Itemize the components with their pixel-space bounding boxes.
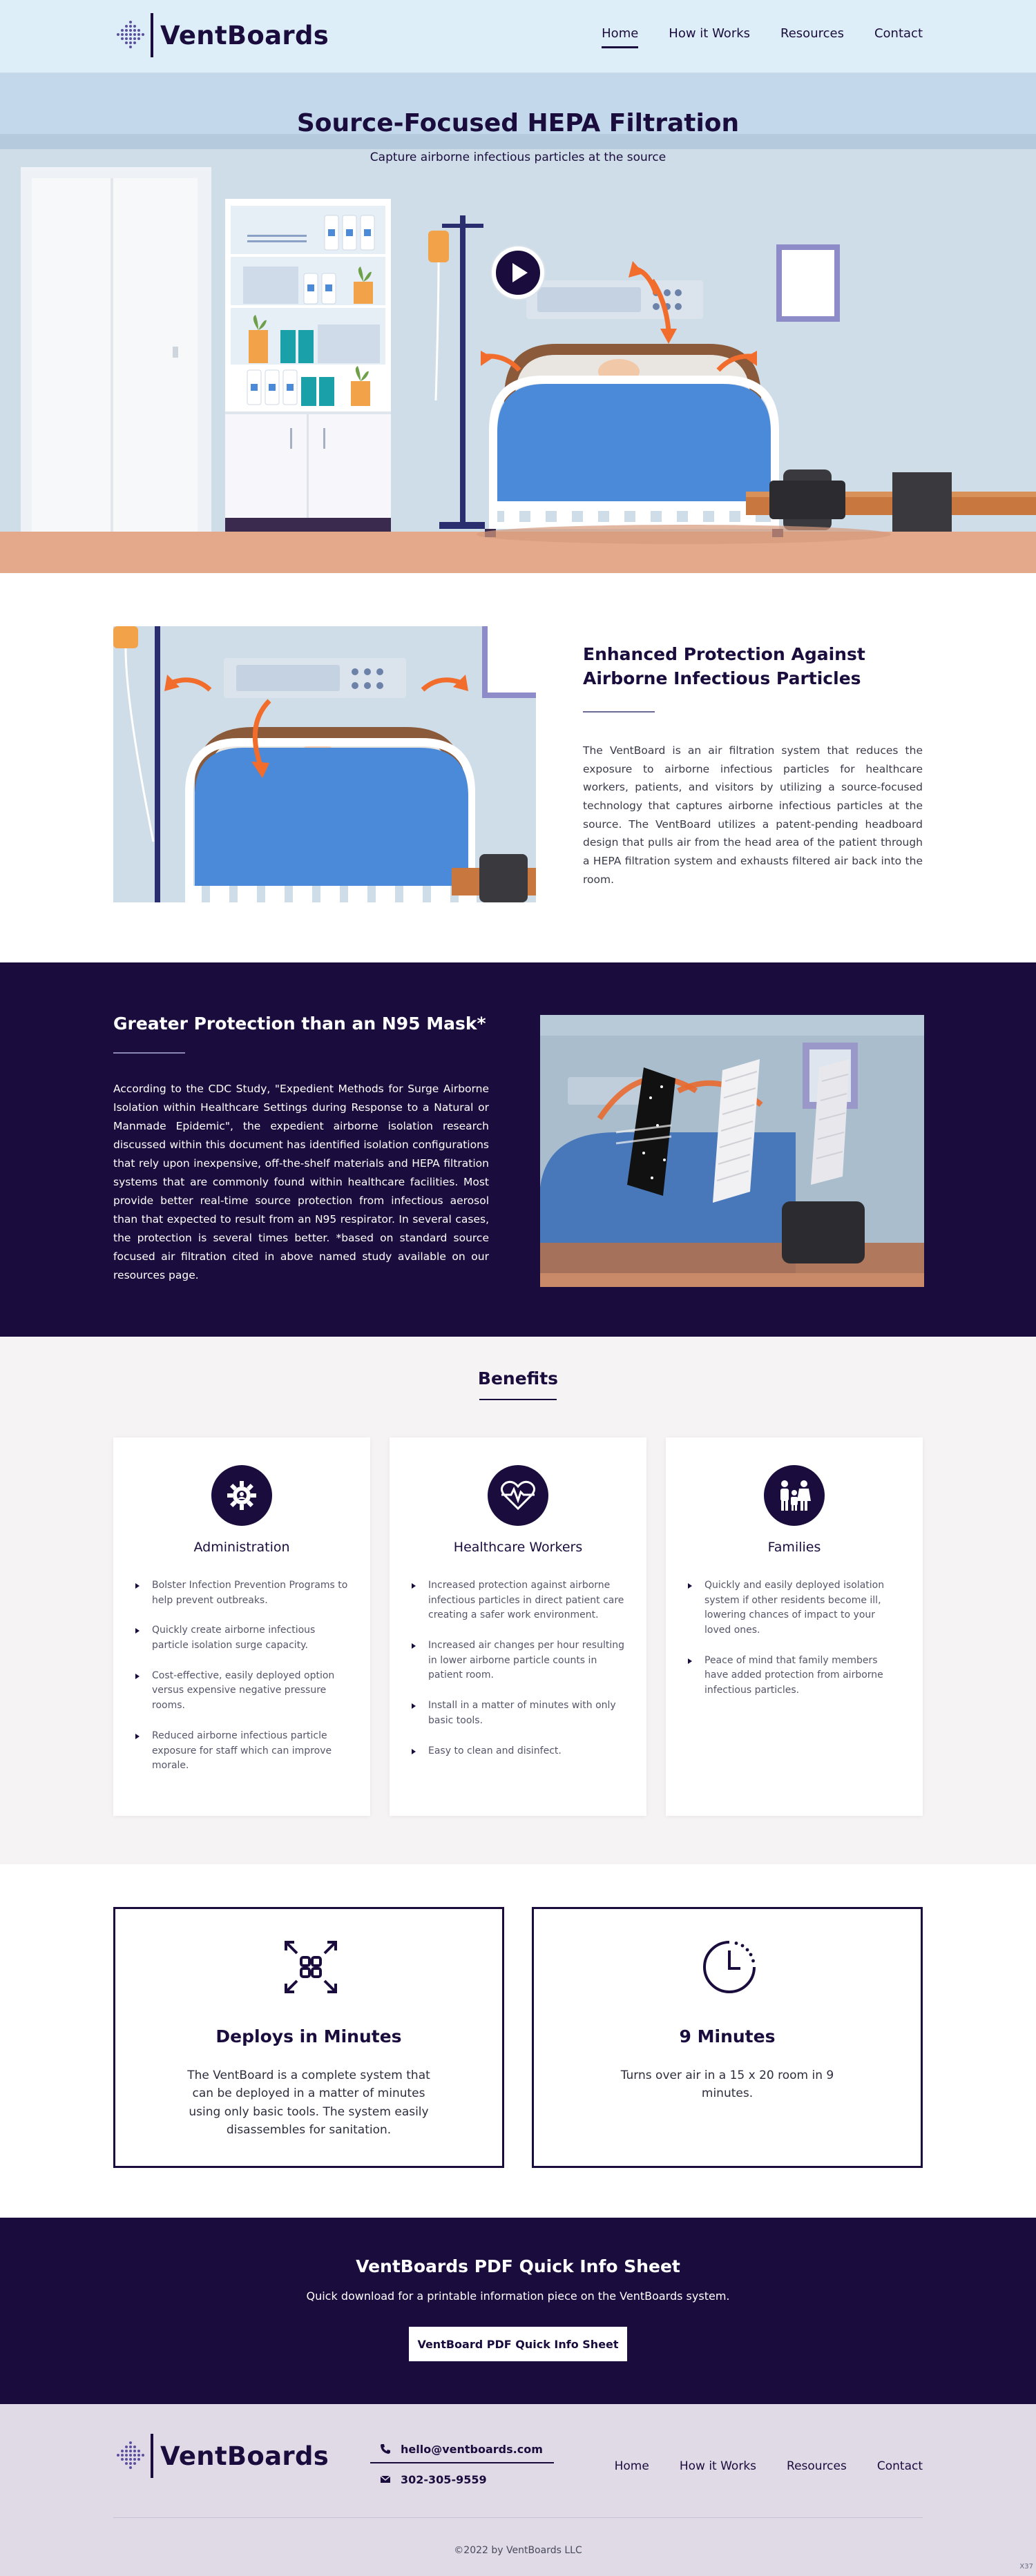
contact-divider <box>370 2462 554 2463</box>
footer-nav-home[interactable]: Home <box>614 2459 649 2473</box>
benefit-card-healthcare-workers <box>390 1437 646 1816</box>
cta-title: VentBoards PDF Quick Info Sheet <box>356 2256 680 2276</box>
logo[interactable] <box>115 12 329 58</box>
nav-contact[interactable]: Contact <box>874 26 923 41</box>
benefits-title: Benefits <box>477 1368 559 1388</box>
site-footer <box>0 2404 1036 2576</box>
n95-body: According to the CDC Study, "Expedient Methods for Surge Airborne Isolation within Healthcare Settings during Response to a Natural or Manmade Epidemic", the expedient airborne isolation research discussed within this document has identified isolation configurations that rely upon inexpensive, off-the-shelf materials and HEPA filtration systems that are commonly found within healthcare facilities. Most provide better real-time source protection from infectious aerosol than that expected to result from an N95 respirator. In several cases, the protection is several times better. *based on standard source focused air filtration cited in above named study available on our resources page. <box>113 1083 489 1281</box>
page-tag: X37 <box>1019 2563 1033 2570</box>
hero-section <box>0 73 1036 573</box>
gear-icon <box>211 1465 272 1526</box>
n95-section <box>0 962 1036 1337</box>
title-underline <box>479 1399 557 1400</box>
card-title: Administration <box>193 1540 290 1555</box>
stat-card-minutes <box>532 1907 923 2168</box>
main-nav <box>602 26 923 48</box>
n95-title: Greater Protection than an N95 Mask* <box>113 1014 486 1034</box>
filter-layers-image <box>540 1015 924 1287</box>
list-item: Bolster Infection Prevention Programs to help prevent outbreaks. <box>135 1578 349 1608</box>
footer-nav-resources[interactable]: Resources <box>787 2459 847 2473</box>
protection-body: The VentBoard is an air filtration system that reduces the exposure to airborne infectious particles for healthcare workers, patients, and visitors by utilizing a source-focused technology that captures airborne infectious particles at the source. The VentBoard utilizes a patent-pending headboard design that pulls air from the head area of the patient through a HEPA filtration system and exhausts filtered air back into the room. <box>583 744 923 886</box>
family-icon <box>764 1465 825 1526</box>
footer-nav <box>615 2459 923 2473</box>
expand-grid-icon <box>283 1939 338 1995</box>
list-item: Quickly create airborne infectious particle isolation surge capacity. <box>135 1623 349 1653</box>
list-item: Increased protection against airborne infectious particles in direct patient care creating a safer work environment. <box>412 1578 626 1623</box>
footer-contact <box>370 2437 554 2491</box>
play-icon <box>512 263 528 282</box>
phone-text: 302-305-9559 <box>401 2472 487 2486</box>
mail-icon <box>380 2475 391 2484</box>
logo-divider <box>151 2434 153 2478</box>
list-item: Increased air changes per hour resulting in lower airborne particle counts in patient room. <box>412 1638 626 1683</box>
logo-diamond-icon <box>115 19 146 51</box>
benefit-list <box>135 1578 349 1789</box>
protection-title: Enhanced Protection Against Airborne Infectious Particles <box>583 644 865 688</box>
nav-how-it-works[interactable]: How it Works <box>669 26 751 41</box>
play-video-button[interactable] <box>492 246 544 299</box>
benefit-card-administration <box>113 1437 370 1816</box>
nav-home[interactable]: Home <box>602 26 638 48</box>
footer-logo[interactable] <box>115 2433 329 2479</box>
email-link[interactable] <box>370 2437 554 2461</box>
pdf-cta-section <box>0 2218 1036 2404</box>
list-item: Quickly and easily deployed isolation system if other residents become ill, lowering chances of impact to your loved ones. <box>688 1578 902 1638</box>
list-item: Easy to clean and disinfect. <box>412 1744 626 1759</box>
phone-link[interactable] <box>370 2468 554 2491</box>
phone-icon <box>380 2443 391 2454</box>
stat-text: Turns over air in a 15 x 20 room in 9 minutes. <box>620 2069 834 2101</box>
footer-divider <box>113 2517 923 2518</box>
stat-card-deploy <box>113 1907 504 2168</box>
email-text: hello@ventboards.com <box>401 2442 543 2456</box>
headboard-image <box>113 626 536 902</box>
logo-divider <box>151 13 153 57</box>
list-item: Peace of mind that family members have added protection from airborne infectious particles. <box>688 1654 902 1698</box>
title-underline <box>113 1052 185 1054</box>
list-item: Reduced airborne infectious particle exposure for staff which can improve morale. <box>135 1729 349 1774</box>
title-underline <box>583 711 655 713</box>
stat-title: Deploys in Minutes <box>215 2026 402 2046</box>
hospital-room-illustration <box>0 73 1036 573</box>
footer-logo-text: VentBoards <box>160 2441 329 2471</box>
cta-subtitle: Quick download for a printable information piece on the VentBoards system. <box>306 2289 730 2303</box>
clock-icon <box>702 1939 757 1995</box>
card-title: Healthcare Workers <box>453 1540 583 1555</box>
stats-section <box>0 1864 1036 2218</box>
benefit-list <box>412 1578 626 1774</box>
hero-subtitle: Capture airborne infectious particles at the source <box>370 151 666 164</box>
site-header <box>0 0 1036 73</box>
footer-nav-how-it-works[interactable]: How it Works <box>679 2459 757 2473</box>
nav-resources[interactable]: Resources <box>780 26 844 41</box>
benefits-section <box>0 1337 1036 1864</box>
list-item: Install in a matter of minutes with only basic tools. <box>412 1698 626 1728</box>
protection-section <box>0 573 1036 962</box>
filter-layers-illustration <box>540 1015 924 1287</box>
stat-text: The VentBoard is a complete system that can be deployed in a matter of minutes using only basic tools. The system easily disassembles for sanitation. <box>187 2069 430 2138</box>
headboard-illustration <box>113 626 536 902</box>
benefit-card-families <box>666 1437 923 1816</box>
copyright: ©2022 by VentBoards LLC <box>454 2545 582 2556</box>
heartbeat-icon <box>488 1465 548 1526</box>
stat-title: 9 Minutes <box>679 2026 776 2046</box>
list-item: Cost-effective, easily deployed option versus expensive negative pressure rooms. <box>135 1669 349 1714</box>
pdf-download-button[interactable]: VentBoard PDF Quick Info Sheet <box>409 2327 627 2361</box>
footer-nav-contact[interactable]: Contact <box>876 2459 923 2473</box>
logo-diamond-icon <box>115 2440 146 2472</box>
benefit-list <box>688 1578 902 1714</box>
hero-title: Source-Focused HEPA Filtration <box>296 109 740 137</box>
logo-text: VentBoards <box>160 20 329 50</box>
card-title: Families <box>767 1540 821 1555</box>
